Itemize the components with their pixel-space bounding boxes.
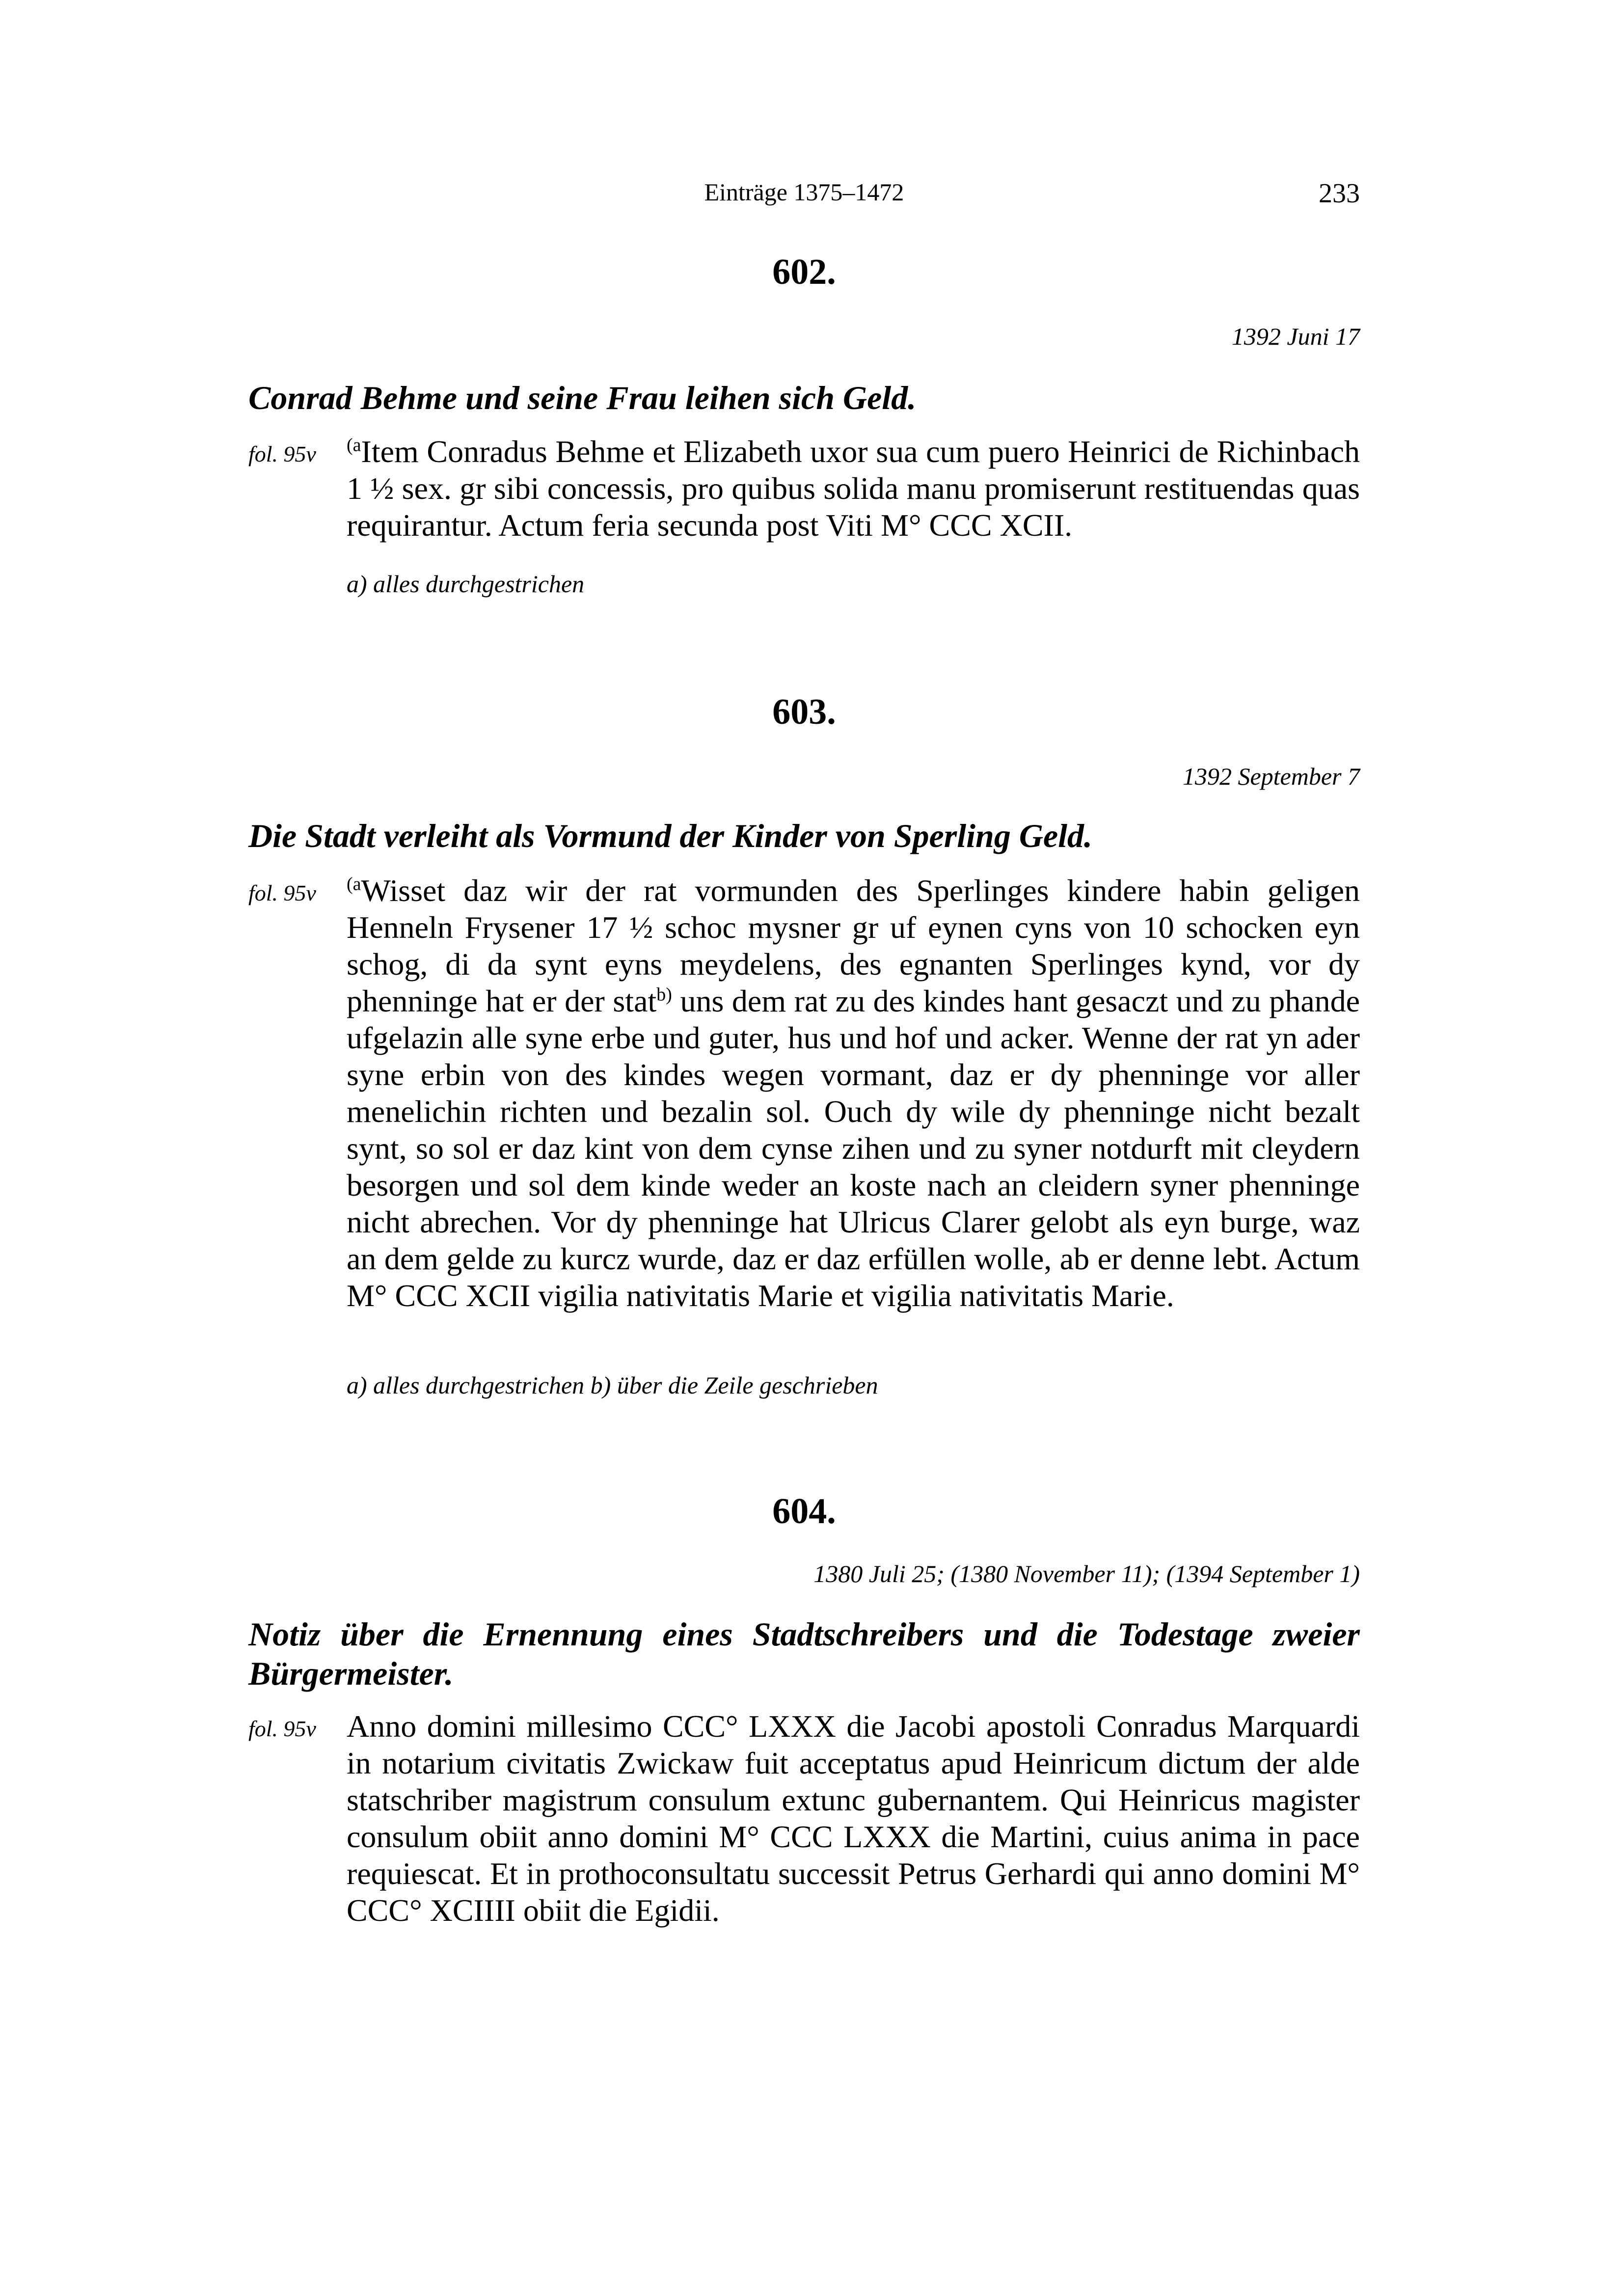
- entry-text-part: uns dem rat zu des kindes hant gesaczt und zu phande ufgelazin alle syne erbe und guter, hus und hof und acker. Wenne der rat yn ader syne erbin von des kindes wegen vormant, daz er dy phenninge vor aller menelichin richten und bezalin sol. Ouch dy wile dy phenninge nicht bezalt synt, so sol er daz kint von dem cynse zihen und zu syner notdurft mit cleydern besorgen und sol dem kinde weder an koste nach an cleidern syner phenninge nicht abrechen. Vor dy phenninge hat Ulricus Clarer gelobt als eyn burge, waz an dem gelde zu kurcz wurde, daz er daz erfüllen wolle, ab er denne lebt. Actum M° CCC XCII vigilia nativitatis Marie et vigilia nativitatis Marie.: [347, 984, 1360, 1313]
- entry-heading: Conrad Behme und seine Frau leihen sich Geld.: [248, 379, 917, 416]
- entry-text: Anno domini millesimo CCC° LXXX die Jacobi apostoli Conradus Marquardi in notarium civitatis Zwickaw fuit acceptatus apud Heinricum dictum der alde statschriber magistrum consulum extunc gubernantem. Qui Heinricus magister consulum obiit anno domini M° CCC LXXX die Martini, cuius anima in pace requiescat. Et in prothoconsultatu successit Petrus Gerhardi qui anno domini M° CCC° XCIIII obiit die Egidii.: [347, 1709, 1360, 1928]
- entry-heading: Notiz über die Ernennung eines Stadtschreibers und die Todestage zweier Bürgermeister.: [248, 1615, 1360, 1692]
- folio-reference: fol. 95v: [248, 880, 316, 905]
- folio-reference: fol. 95v: [248, 441, 316, 466]
- entry-date: 1392 September 7: [1182, 763, 1360, 790]
- entry-text-content: Item Conradus Behme et Elizabeth uxor sua cum puero Heinrici de Richinbach 1 ½ sex. gr sibi concessis, pro quibus solida manu promiserunt restituendas quas requirantur. Actum feria secunda post Viti M° CCC XCII.: [347, 434, 1360, 543]
- page-number: 233: [1319, 178, 1360, 209]
- entry-number: 604.: [772, 1491, 836, 1531]
- footnote-marker: (a: [347, 435, 361, 456]
- folio-reference: fol. 95v: [248, 1716, 316, 1741]
- entry-text: [347, 433, 1360, 544]
- critical-apparatus: a) alles durchgestrichen b) über die Zeile geschrieben: [347, 1371, 878, 1399]
- entry-date: 1392 Juni 17: [1231, 323, 1360, 350]
- entry-number: 603.: [772, 692, 836, 732]
- entry-text: [347, 872, 1360, 1314]
- footnote-marker: (a: [347, 874, 361, 895]
- entry-text-part: Wisset daz wir der rat vormunden des Sperlinges kindere habin geligen Henneln Frysener 17 ½ schoc mysner gr uf eynen cyns von 10 schocken eyn schog, di da synt eyns meydelens, des egnanten Sperlinges kynd, vor dy phenninge hat er der stat: [347, 873, 1360, 1018]
- critical-apparatus: a) alles durchgestrichen: [347, 570, 585, 598]
- running-header-title: Einträge 1375–1472: [704, 178, 904, 206]
- entry-heading: Die Stadt verleiht als Vormund der Kinder von Sperling Geld.: [248, 817, 1093, 854]
- entry-number: 602.: [772, 252, 836, 292]
- footnote-marker-b: b): [656, 984, 672, 1005]
- entry-date: 1380 Juli 25; (1380 November 11); (1394 September 1): [813, 1560, 1360, 1587]
- running-header: [248, 178, 1360, 212]
